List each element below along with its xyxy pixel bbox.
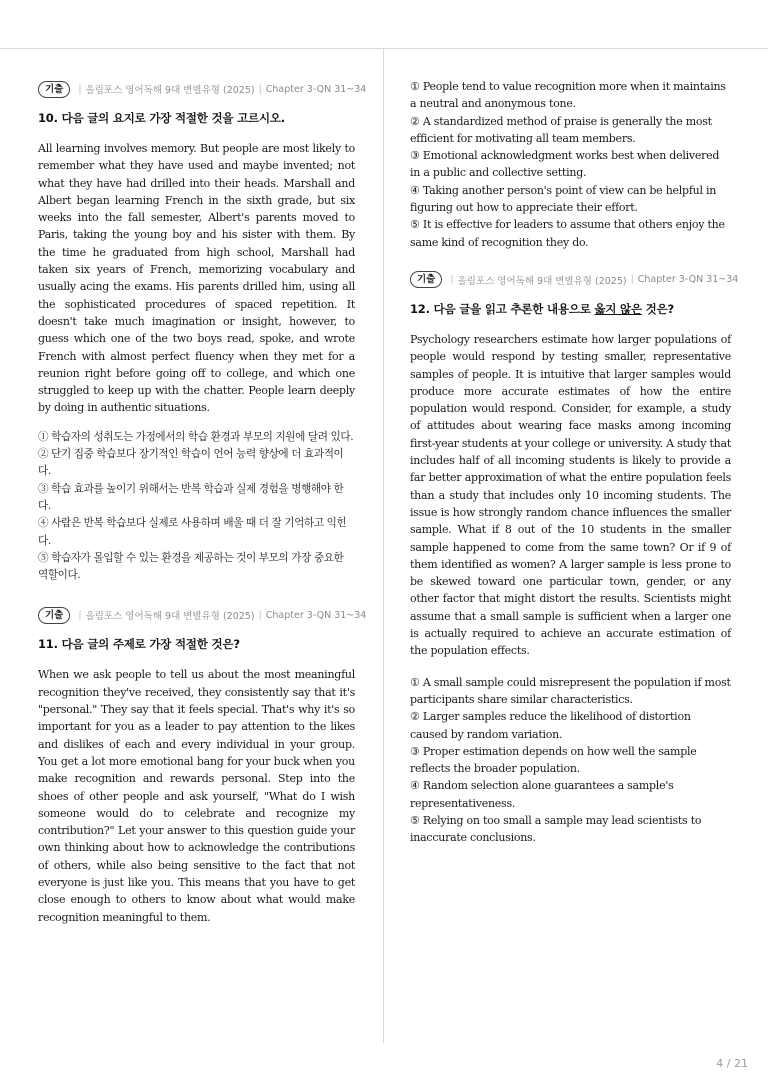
source-line: 기출 | 올림포스 영어독해 9대 변별유형 (2025) | Chapter 3-QN 31~34	[410, 271, 731, 289]
choice-2: ② 단기 집중 학습보다 장기적인 학습이 언어 능력 향상에 더 효과적이다.	[38, 448, 344, 478]
source-badge: 기출	[38, 81, 70, 98]
question-passage: When we ask people to tell us about the most meaningful recognition they've received, they consistently say that it's "personal." They say that it feels special. That's why it's so important for you as a leader to pay attention to the likes and dislikes of each and every individual in your group. You get a lot more emotional bang for your buck when you make recognition and rewards personal. Step into the shoes of other people and ask yourself, "What do I wish someone would do to celebrate and recognize my contribution?" Let your answer to this question guide your own thinking about how to acknowledge the contributions of others, while also being sensitive to the fact that not everyone is just like you. This means that you have to get close enough to others to know about what would make recognition meaningful to them.	[38, 668, 355, 924]
choice-1: ① A small sample could misrepresent the population if most participants share similar characteristics.	[410, 675, 731, 706]
choice-3: ③ 학습 효과를 높이기 위해서는 반복 학습과 실제 경험을 병행해야 한다.	[38, 482, 344, 512]
question-10	[38, 80, 367, 584]
choice-5: ⑤ 학습자가 몰입할 수 있는 환경을 제공하는 것이 부모의 가장 중요한 역할이다.	[38, 551, 344, 582]
choice-4: ④ 사람은 반복 학습보다 실제로 사용하며 배울 때 더 잘 기억하고 익힌다.	[38, 517, 347, 547]
title-emphasis: 옳지 않은	[594, 301, 642, 316]
question-title: 12. 다음 글을 읽고 추론한 내용으로 옳지 않은 것은?	[410, 301, 674, 316]
source-chapter: Chapter 3-QN 31~34	[265, 83, 367, 95]
source-badge: 기출	[410, 271, 442, 288]
source-book: 올림포스 영어독해 9대 변별유형 (2025)	[85, 85, 255, 96]
question-passage: Psychology researchers estimate how larger populations of people would respond by testing smaller, representative samples of people. It is intuitive that larger samples would produce more accurate estimates of how the entire population would respond. Consider, for example, a study of attitudes about wearing face masks among incoming first-year students at your college or university. A study that includes half of all incoming students is likely to provide a far better approximation of what the entire population feels than a study that includes only 10 incoming students. The issue is how strongly random chance influences the smaller sample. What if 8 out of the 10 students in the smaller sample happened to come from the same town? Or if 9 of them identified as women? A larger sample is less prone to be skewed toward one particular town, gender, or any other factor that might distort the results. Scientists might assume that a small sample is sufficient when a larger one is actually required to achieve an accurate estimation of the population effects.	[410, 332, 731, 658]
header-rule	[0, 48, 768, 49]
source-badge: 기출	[38, 607, 70, 624]
choice-4: ④ Random selection alone guarantees a sample's representativeness.	[410, 779, 674, 810]
choice-4: ④ Taking another person's point of view can be helpful in figuring out how to appreciate their effort.	[410, 183, 717, 215]
right-column	[410, 80, 739, 867]
source-book: 올림포스 영어독해 9대 변별유형 (2025)	[457, 275, 627, 287]
question-passage: All learning involves memory. But people are most likely to remember what they have used and maybe invented; not what they have had drilled into their heads. Marshall and Albert began learning French in the sixth grade, but six weeks into the fall semester, Albert's parents moved to Paris, taking the young boy and his sister with them. By the time he graduated from high school, Marshall had taken six years of French, memorizing vocabulary and usually acing the exams. His parents drilled him, using all the sophisticated procedures of spaced repetition. It doesn't take much imagination or insight, however, to guess which one of the two boys read, spoke, and wrote French with almost perfect fluency when they met for a reunion right before going off to college, and which one struggled to keep up with the chatter. People learn deeply by doing in authentic situations.	[38, 142, 355, 415]
choice-3: ③ Proper estimation depends on how well the sample reflects the broader population.	[410, 744, 697, 776]
source-chapter: Chapter 3-QN 31~34	[265, 609, 367, 621]
choice-5: ⑤ Relying on too small a sample may lead scientists to inaccurate conclusions.	[410, 813, 702, 845]
question-title: 11. 다음 글의 주제로 가장 적절한 것은?	[38, 637, 240, 652]
question-12	[410, 271, 739, 847]
question-title: 10. 다음 글의 요지로 가장 적절한 것을 고르시오.	[38, 111, 285, 125]
choice-list	[410, 78, 731, 251]
source-line: 기출 | 올림포스 영어독해 9대 변별유형 (2025) | Chapter 3-QN 31~34	[38, 606, 355, 624]
question-11-choices	[410, 78, 731, 251]
column-divider	[383, 48, 384, 1043]
page-number: 4 / 21	[716, 1057, 748, 1070]
choice-list	[38, 429, 355, 585]
source-chapter: Chapter 3-QN 31~34	[637, 274, 739, 286]
choice-1: ① People tend to value recognition more when it maintains a neutral and anonymous tone.	[410, 80, 726, 111]
source-book: 올림포스 영어독해 9대 변별유형 (2025)	[85, 611, 255, 623]
choice-list	[410, 674, 731, 847]
choice-1: ① 학습자의 성취도는 가정에서의 학습 환경과 부모의 지원에 달려 있다.	[38, 430, 354, 443]
source-line: 기출 | 올림포스 영어독해 9대 변별유형 (2025) | Chapter 3-QN 31~34	[38, 80, 355, 98]
choice-3: ③ Emotional acknowledgment works best when delivered in a public and collective setting.	[410, 149, 720, 180]
left-column	[38, 80, 367, 946]
choice-5: ⑤ It is effective for leaders to assume that others enjoy the same kind of recognition they do.	[410, 218, 725, 249]
choice-2: ② A standardized method of praise is generally the most efficient for motivating all team members.	[410, 114, 712, 145]
question-11	[38, 606, 367, 925]
choice-2: ② Larger samples reduce the likelihood of distortion caused by random variation.	[410, 710, 691, 741]
